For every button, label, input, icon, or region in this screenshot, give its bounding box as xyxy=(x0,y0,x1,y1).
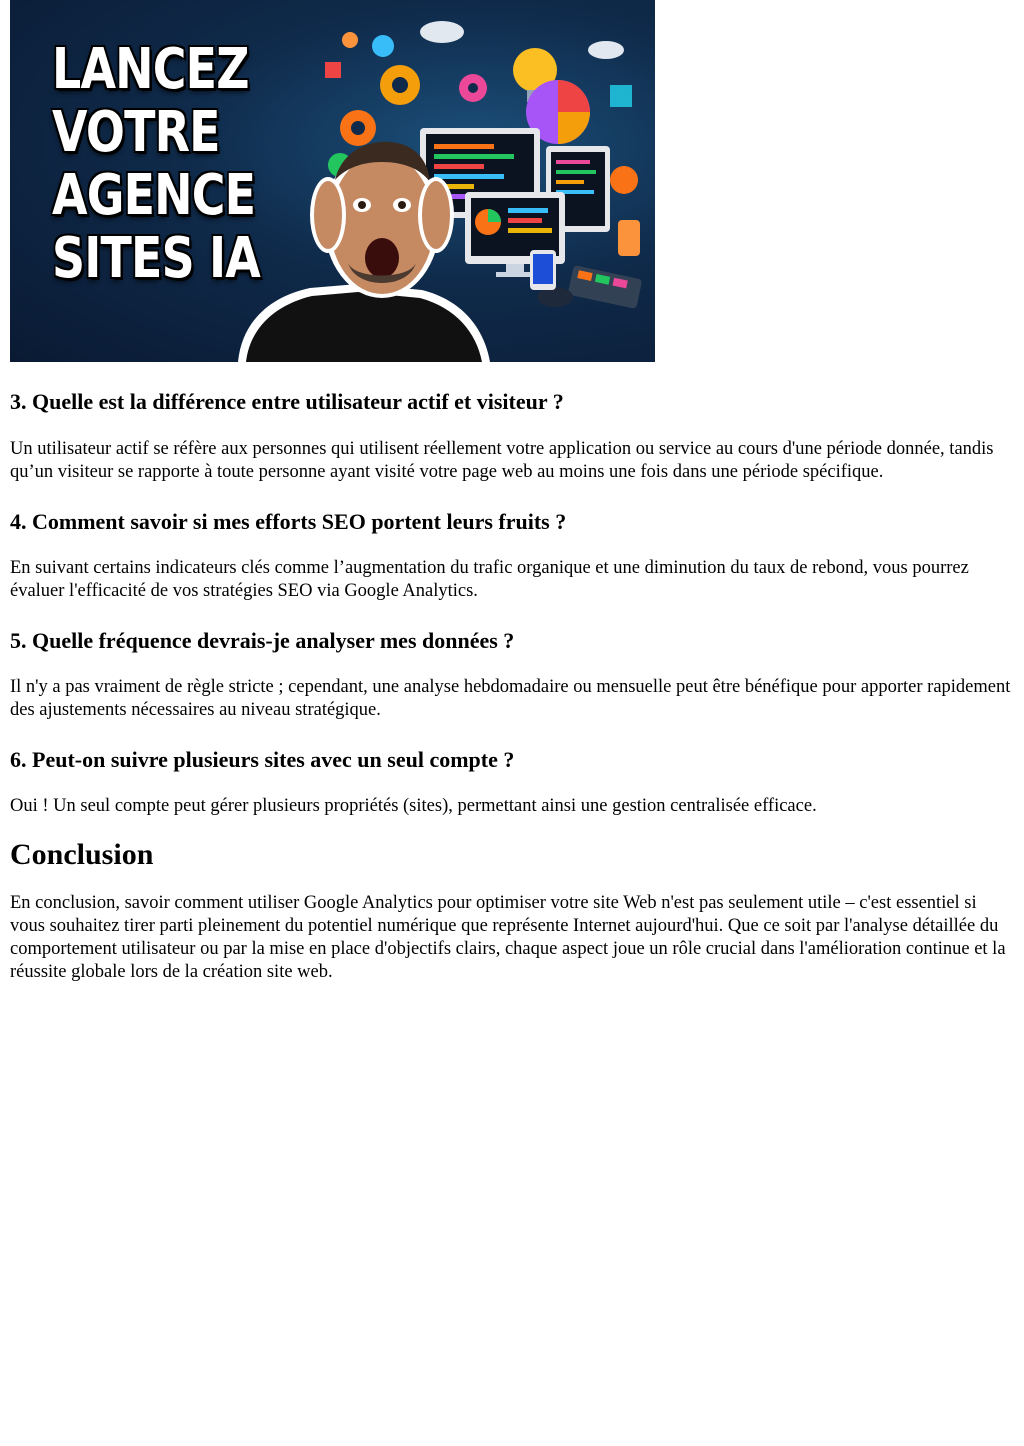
conclusion-heading: Conclusion xyxy=(10,838,154,871)
faq-answer: Oui ! Un seul compte peut gérer plusieurs propriétés (sites), permettant ainsi une gestion centralisée efficace. xyxy=(10,796,817,816)
banner-title-line: SITES IA xyxy=(52,226,260,291)
gear-icon xyxy=(459,74,487,102)
faq-question: 6. Peut-on suivre plusieurs sites avec un seul compte ? xyxy=(10,747,515,772)
banner-title-line: VOTRE xyxy=(52,100,220,165)
banner-title-line: LANCEZ xyxy=(52,37,249,102)
banner-title-line: AGENCE xyxy=(52,163,256,228)
gear-icon xyxy=(340,110,376,146)
faq-question: 3. Quelle est la différence entre utilisateur actif et visiteur ? xyxy=(10,389,564,414)
faq-answer: Un utilisateur actif se réfère aux personnes qui utilisent réellement votre application ou service au cours d'une période donnée, tandis qu’un visiteur se rapporte à toute personne ayant visité votre page web au moins une fois dans une période spécifique. xyxy=(10,439,994,482)
banner-title xyxy=(52,38,260,290)
conclusion-text: En conclusion, savoir comment utiliser Google Analytics pour optimiser votre site Web n'est pas seulement utile – c'est essentiel si vous souhaitez tirer parti pleinement du potentiel numérique que représente Internet aujourd'hui. Que ce soit par l'analyse détaillée du comportement utilisateur ou par la mise en place d'objectifs clairs, chaque aspect joue un rôle crucial dans l'amélioration continue et la réussite globale lors de la création site web. xyxy=(10,893,1006,982)
faq-answer: En suivant certains indicateurs clés comme l’augmentation du trafic organique et une diminution du taux de rebond, vous pourrez évaluer l'efficacité de vos stratégies SEO via Google Analytics. xyxy=(10,558,969,601)
banner-image xyxy=(10,0,655,362)
faq-question: 5. Quelle fréquence devrais-je analyser mes données ? xyxy=(10,628,515,653)
faq-question: 4. Comment savoir si mes efforts SEO portent leurs fruits ? xyxy=(10,509,567,534)
gear-icon xyxy=(380,65,420,105)
article xyxy=(10,0,1016,984)
faq-answer: Il n'y a pas vraiment de règle stricte ; cependant, une analyse hebdomadaire ou mensuelle peut être bénéfique pour apporter rapidement des ajustements nécessaires au niveau stratégique. xyxy=(10,677,1011,720)
